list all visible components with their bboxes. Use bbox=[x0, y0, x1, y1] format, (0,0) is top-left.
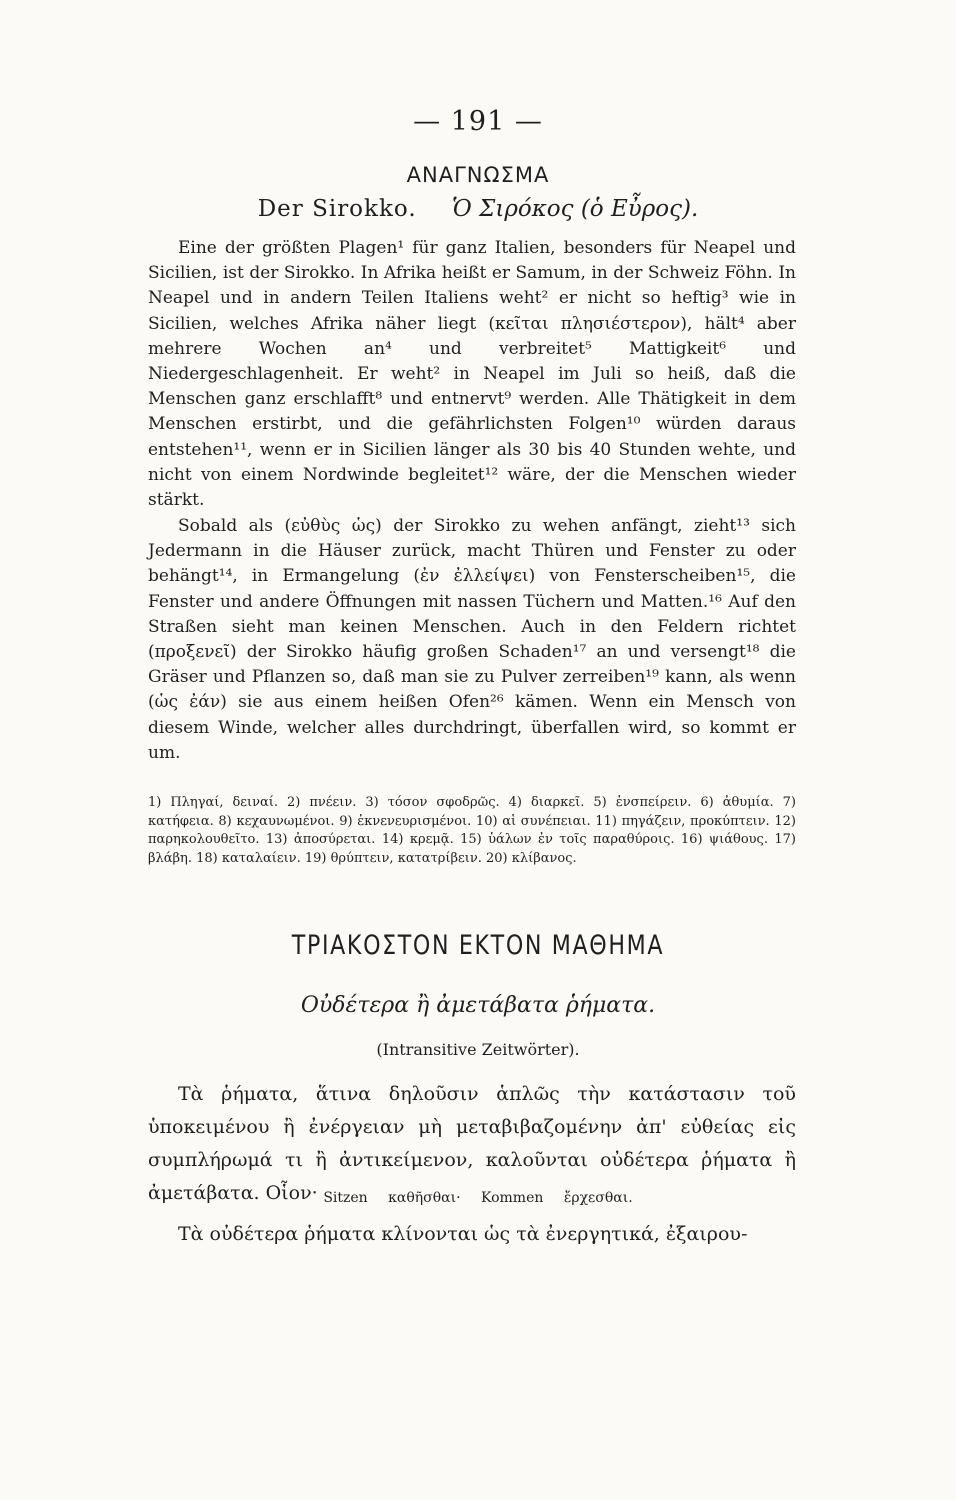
reading-section-label: ΑΝΑΓΝΩΣΜΑ bbox=[406, 163, 550, 187]
lesson-paragraph-text: Τὰ ῥήματα, ἅτινα δηλοῦσιν ἁπλῶς τὴν κατάστασιν τοῦ ὑποκειμένου ἢ ἐνέργειαν μὴ μεταβιβαζομένην ἀπ' εὐθείας εἰς συμπλήρωμά τι ἢ ἀντικείμενον, καλοῦνται οὐδέτερα ῥήματα ἢ ἀμετάβατα. Οἷον· bbox=[148, 1083, 796, 1204]
lesson-note: (Intransitive Zeitwörter). bbox=[376, 1040, 580, 1059]
reading-paragraph-2-text: Sobald als (εὐθὺς ὡς) der Sirokko zu wehen anfängt, zieht¹³ sich Jedermann in die Häuser zurück, macht Thüren und Fenster zu oder behängt¹⁴, in Ermangelung (ἐν ἐλλείψει) von Fensterscheiben¹⁵, die Fenster und andere Öffnungen mit nassen Tüchern und Matten.¹⁶ Auf den Straßen sieht man keinen Menschen. Auch in den Feldern richtet (προξενεῖ) der Sirokko häufig großen Schaden¹⁷ an und versengt¹⁸ die Gräser und Pflanzen so, daß man sie zu Pulver zerreiben¹⁹ kann, als wenn (ὡς ἐάν) sie aus einem heißen Ofen²⁶ kämen. Wenn ein Mensch von diesem Winde, welcher alles durchdringt, überfallen wird, so kommt er um. bbox=[148, 516, 796, 763]
reading-title-greek: Ὁ Σιρόκος (ὁ Εὖρος). bbox=[451, 196, 699, 222]
reading-paragraph-1 bbox=[148, 236, 796, 513]
reading-title bbox=[0, 196, 956, 222]
example-word-1-greek: καθῆσθαι· bbox=[388, 1190, 461, 1206]
page-number: — 191 — bbox=[413, 106, 543, 137]
example-word-2-greek: ἔρχεσθαι. bbox=[563, 1190, 633, 1206]
footnotes: 1) Πληγαί, δειναί. 2) πνέειν. 3) τόσον σφοδρῶς. 4) διαρκεῖ. 5) ἐνσπείρειν. 6) ἀθυμία. 7) κατήφεια. 8) κεχαυνωμένοι. 9) ἐκνενευρισμένοι. 10) αἱ συνέπειαι. 11) πηγάζειν, προκύπτειν. 12) παρηκολουθεῖτο. 13) ἀποσύρεται. 14) κρεμᾷ. 15) ὑάλων ἐν τοῖς παραθύροις. 16) ψιάθους. 17) βλάβη. 18) καταλαίειν. 19) θρύπτειν, κατατρίβειν. 20) κλίβανος. bbox=[148, 795, 796, 866]
reading-paragraph-2 bbox=[148, 514, 796, 766]
example-word-2-german: Kommen bbox=[481, 1190, 544, 1206]
example-word-1-german: Sitzen bbox=[323, 1190, 368, 1206]
reading-title-german: Der Sirokko. bbox=[257, 196, 417, 222]
example-line bbox=[0, 1190, 956, 1206]
lesson-subtitle: Οὐδέτερα ἢ ἀμετάβατα ῥήματα. bbox=[300, 993, 656, 1018]
reading-paragraph-1-text: Eine der größten Plagen¹ für ganz Italien, besonders für Neapel und Sicilien, ist der Sirokko. In Afrika heißt er Samum, in der Schweiz Föhn. In Neapel und in andern Teilen Italiens weht² er nicht so heftig³ wie in Sicilien, welches Afrika näher liegt (κεῖται πλησιέστερον), hält⁴ aber mehrere Wochen an⁴ und verbreitet⁵ Mattigkeit⁶ und Niedergeschlagenheit. Er weht² in Neapel im Juli so heiß, daß die Menschen ganz erschlafft⁸ und entnervt⁹ werden. Alle Thätigkeit in dem Menschen erstirbt, und die gefährlichsten Folgen¹⁰ würden daraus entstehen¹¹, wenn er in Sicilien länger als 30 bis 40 Stunden wehte, und nicht von einem Nordwinde begleitet¹² wäre, der die Menschen wieder stärkt. bbox=[148, 238, 796, 511]
continuation-line: Τὰ οὐδέτερα ῥήματα κλίνονται ὡς τὰ ἐνεργητικά, ἐξαιρου- bbox=[178, 1223, 748, 1245]
lesson-title: ΤΡΙΑΚΟΣΤΟΝ ΕΚΤΟΝ ΜΑΘΗΜΑ bbox=[291, 930, 665, 961]
